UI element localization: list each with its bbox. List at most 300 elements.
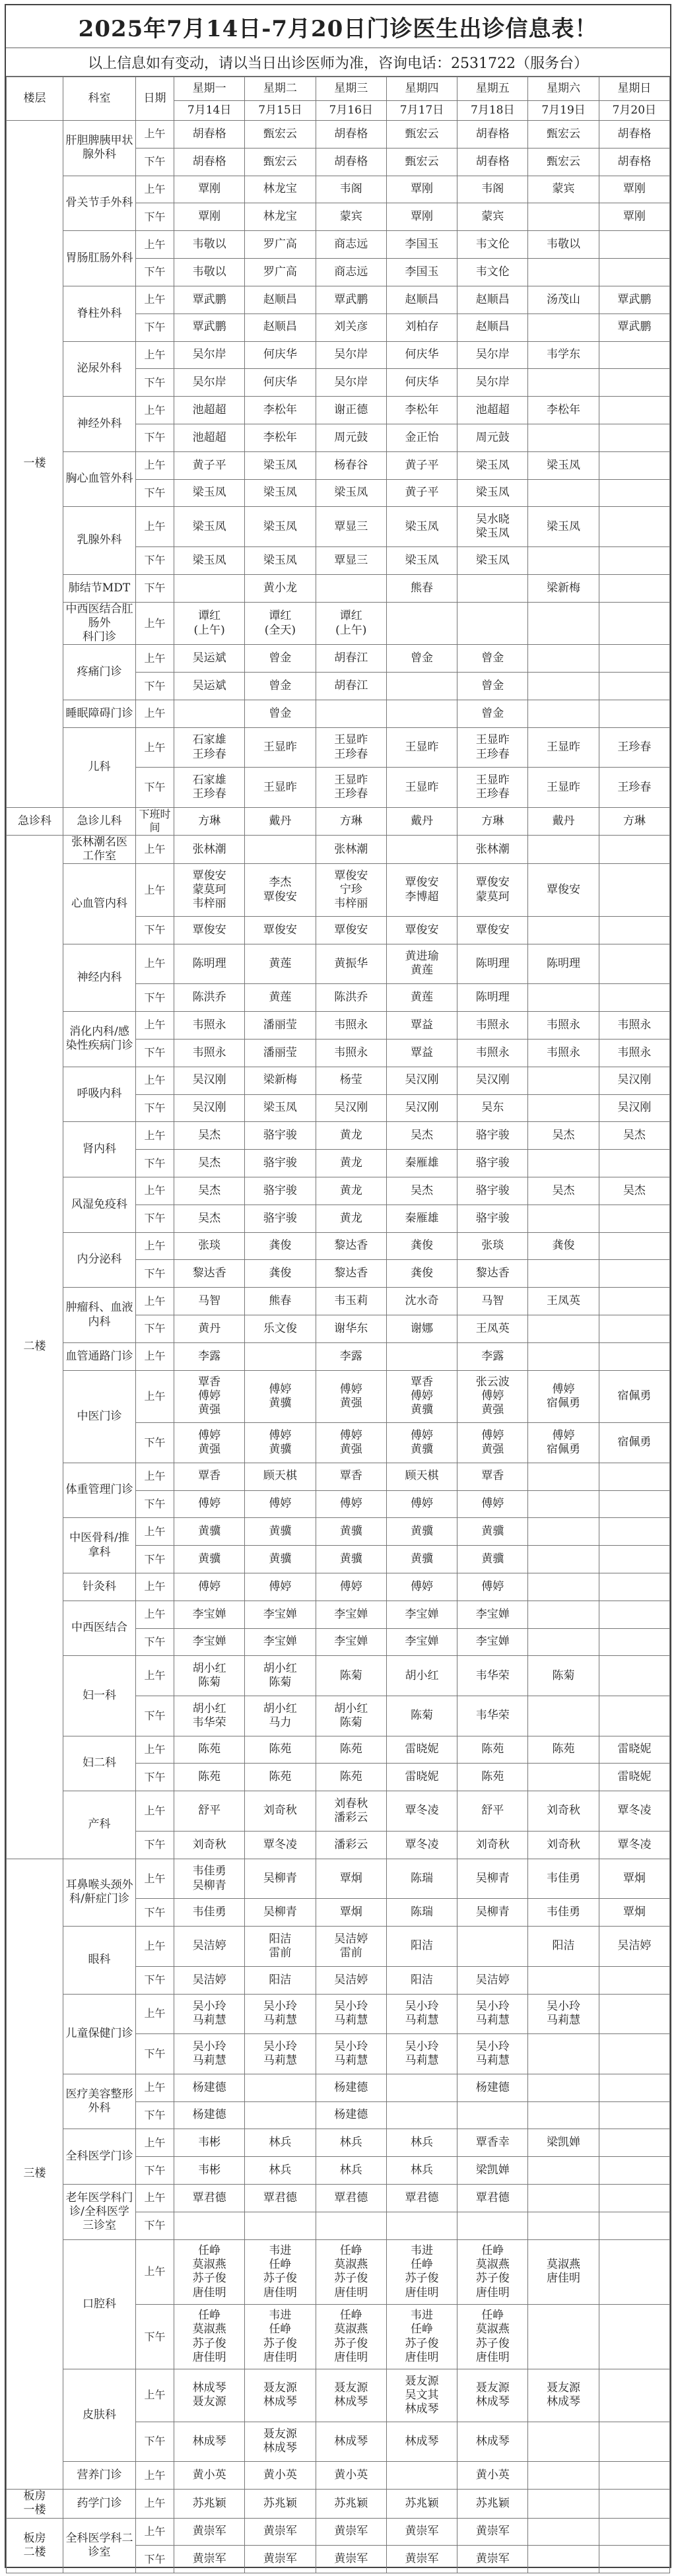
doctor-cell: 胡小红 (386, 1656, 457, 1696)
doctor-cell: 曾金 (386, 645, 457, 673)
header-date-cell: 7月16日 (316, 101, 386, 121)
session-time: 下午 (136, 1696, 174, 1736)
doctor-cell: 骆宇骏 (457, 1122, 528, 1150)
doctor-cell (528, 2462, 599, 2490)
doctor-cell: 黄子平 (386, 451, 457, 479)
doctor-cell: 覃香 (457, 1463, 528, 1490)
doctor-cell: 韦佳勇 吴柳青 (174, 1859, 245, 1899)
doctor-cell (599, 864, 669, 916)
doctor-cell: 黄骥 (174, 1546, 245, 1573)
doctor-cell: 韦照永 (457, 1039, 528, 1067)
floor-label: 急诊科 (7, 808, 63, 836)
doctor-cell: 韦彬 (174, 2129, 245, 2157)
doctor-cell: 秦雁雄 (386, 1205, 457, 1232)
doctor-cell: 覃俊安 (457, 916, 528, 944)
doctor-cell: 傅婷 (386, 1490, 457, 1518)
floor-label: 板房 一楼 (7, 2490, 63, 2519)
doctor-cell: 覃刚 (599, 203, 669, 231)
doctor-cell: 黄骥 (245, 1546, 316, 1573)
doctor-cell: 陈苑 (457, 1736, 528, 1764)
doctor-cell: 聂友源 林成琴 (457, 2369, 528, 2422)
doctor-cell: 吴尔岸 (174, 369, 245, 397)
doctor-cell (528, 2546, 599, 2573)
doctor-cell: 黄子平 (386, 479, 457, 507)
doctor-cell (599, 507, 669, 547)
doctor-cell (528, 1342, 599, 1370)
session-time: 下午 (136, 574, 174, 602)
doctor-cell: 赵顺昌 (245, 314, 316, 341)
doctor-cell: 聂友源 林成琴 (316, 2369, 386, 2422)
session-time: 上午 (136, 1859, 174, 1899)
doctor-cell: 乐文俊 (245, 1315, 316, 1343)
doctor-cell: 陈明理 (528, 944, 599, 984)
doctor-cell: 刘关彦 (316, 314, 386, 341)
doctor-cell: 赵顺昌 (457, 314, 528, 341)
doctor-cell (528, 1696, 599, 1736)
doctor-cell: 覃冬凌 (386, 1791, 457, 1832)
doctor-cell: 梁玉凤 (245, 479, 316, 507)
doctor-cell: 傅婷 (245, 1573, 316, 1601)
doctor-cell: 黄骥 (386, 1518, 457, 1546)
doctor-cell: 王显昨 王珍春 (316, 727, 386, 768)
doctor-cell (599, 1205, 669, 1232)
doctor-cell: 陈明理 (457, 984, 528, 1012)
doctor-cell (457, 574, 528, 602)
doctor-cell (599, 2101, 669, 2129)
doctor-cell: 梁玉凤 (386, 507, 457, 547)
doctor-cell: 谢华东 (316, 1315, 386, 1343)
table-row (7, 1012, 670, 1040)
table-row (7, 2074, 670, 2101)
doctor-cell: 甄宏云 (386, 121, 457, 149)
doctor-cell (174, 2212, 245, 2239)
doctor-cell: 林成琴 (386, 2422, 457, 2462)
doctor-cell: 黄莲 (386, 984, 457, 1012)
doctor-cell (599, 2239, 669, 2304)
session-time: 下午 (136, 2212, 174, 2239)
doctor-cell: 王显昨 (528, 727, 599, 768)
session-time: 上午 (136, 700, 174, 728)
table-row (7, 1859, 670, 1899)
doctor-cell: 吴杰 (386, 1122, 457, 1150)
doctor-cell: 池超超 (174, 397, 245, 424)
session-time: 下午 (136, 2546, 174, 2573)
doctor-cell (528, 1260, 599, 1288)
table-row (7, 1067, 670, 1094)
table-row (7, 341, 670, 369)
department-label: 骨关节手外科 (63, 176, 136, 231)
doctor-cell (599, 673, 669, 700)
doctor-cell (386, 673, 457, 700)
doctor-cell: 聂友源 林成琴 (245, 2422, 316, 2462)
doctor-cell: 黄崇军 (316, 2518, 386, 2546)
session-time: 上午 (136, 645, 174, 673)
doctor-cell: 李松年 (245, 397, 316, 424)
doctor-cell (457, 2212, 528, 2239)
doctor-cell: 杨建德 (174, 2101, 245, 2129)
doctor-cell: 黄龙 (316, 1122, 386, 1150)
table-row (7, 574, 670, 602)
doctor-cell (599, 1463, 669, 1490)
doctor-cell: 韦敬以 (174, 259, 245, 286)
doctor-cell: 雷晓妮 (386, 1764, 457, 1791)
doctor-cell: 沈水奇 (386, 1288, 457, 1315)
doctor-cell (528, 369, 599, 397)
session-time: 下午 (136, 1831, 174, 1859)
doctor-cell: 陈菊 (316, 1656, 386, 1696)
session-time: 下午 (136, 547, 174, 575)
doctor-cell: 吴洁婷 (174, 1927, 245, 1967)
doctor-cell (316, 574, 386, 602)
doctor-cell: 林龙宝 (245, 176, 316, 203)
doctor-cell (599, 2546, 669, 2573)
doctor-cell (599, 2185, 669, 2212)
doctor-cell (528, 700, 599, 728)
doctor-cell: 曾金 (457, 645, 528, 673)
doctor-cell: 张云波 傅婷 黄强 (457, 1370, 528, 1422)
doctor-cell: 骆宇骏 (245, 1205, 316, 1232)
doctor-cell: 黎达香 (316, 1260, 386, 1288)
doctor-cell: 韦照永 (528, 1012, 599, 1040)
department-label: 风湿免疫科 (63, 1177, 136, 1232)
table-row (7, 2185, 670, 2212)
doctor-cell: 傅婷 黄强 (174, 1423, 245, 1463)
table-row (7, 1736, 670, 1764)
header-weekday: 星期三 (316, 77, 386, 101)
doctor-cell: 曾金 (457, 673, 528, 700)
doctor-cell (599, 1518, 669, 1546)
doctor-cell: 骆宇骏 (457, 1150, 528, 1177)
department-label: 老年医学科门 诊/全科医学 三诊室 (63, 2185, 136, 2240)
doctor-cell: 李杰 覃俊安 (245, 864, 316, 916)
session-time: 下午 (136, 2034, 174, 2074)
doctor-cell (599, 341, 669, 369)
doctor-cell: 梁凯婵 (528, 2129, 599, 2157)
doctor-cell: 王显昨 (386, 727, 457, 768)
doctor-cell: 吴洁婷 (457, 1966, 528, 1994)
doctor-cell: 何庆华 (245, 341, 316, 369)
doctor-cell: 吴汉刚 (386, 1067, 457, 1094)
doctor-cell: 覃武鹏 (599, 314, 669, 341)
doctor-cell: 陈明理 (457, 944, 528, 984)
department-label: 神经外科 (63, 397, 136, 452)
department-label: 针灸科 (63, 1573, 136, 1601)
doctor-cell: 宿佩勇 (599, 1370, 669, 1422)
session-time: 下午 (136, 1094, 174, 1122)
session-time: 上午 (136, 1736, 174, 1764)
schedule-table (6, 77, 670, 2573)
doctor-cell: 韦进 任峥 苏子俊 唐佳明 (245, 2304, 316, 2369)
doctor-cell: 黄骥 (316, 1546, 386, 1573)
doctor-cell: 刘奇秋 (528, 1791, 599, 1832)
doctor-cell: 覃俊安 (316, 916, 386, 944)
doctor-cell: 蒙宾 (528, 176, 599, 203)
doctor-cell (245, 1342, 316, 1370)
doctor-cell (386, 2074, 457, 2101)
doctor-cell: 王珍春 (599, 727, 669, 768)
table-row (7, 507, 670, 547)
doctor-cell: 黎达香 (316, 1232, 386, 1260)
table-row (7, 2129, 670, 2157)
session-time: 上午 (136, 121, 174, 149)
department-label: 妇一科 (63, 1656, 136, 1736)
header-date: 日期 (136, 77, 174, 121)
doctor-cell: 吴小玲 马莉慧 (316, 2034, 386, 2074)
doctor-cell: 傅婷 (174, 1573, 245, 1601)
doctor-cell: 吴杰 (174, 1205, 245, 1232)
doctor-cell: 吴小玲 马莉慧 (528, 1994, 599, 2034)
doctor-cell: 刘奇秋 (245, 1791, 316, 1832)
session-time: 上午 (136, 602, 174, 645)
department-label: 内分泌科 (63, 1232, 136, 1288)
doctor-cell: 张林潮 (457, 835, 528, 864)
doctor-cell: 潘丽莹 (245, 1039, 316, 1067)
doctor-cell: 吴小玲 马莉慧 (174, 2034, 245, 2074)
doctor-cell: 李宝婵 (386, 1601, 457, 1628)
doctor-cell: 林兵 (245, 2129, 316, 2157)
doctor-cell: 林成琴 (316, 2422, 386, 2462)
doctor-cell: 林兵 (316, 2129, 386, 2157)
doctor-cell: 吴尔岸 (457, 341, 528, 369)
session-time: 下午 (136, 1150, 174, 1177)
doctor-cell: 林兵 (316, 2157, 386, 2185)
doctor-cell: 顾天棋 (386, 1463, 457, 1490)
doctor-cell (599, 2369, 669, 2422)
department-label: 张林潮名医 工作室 (63, 835, 136, 864)
doctor-cell: 覃刚 (386, 176, 457, 203)
doctor-cell: 吴汉刚 (599, 1094, 669, 1122)
doctor-cell: 王显昨 (245, 727, 316, 768)
doctor-cell: 覃刚 (599, 176, 669, 203)
doctor-cell: 吴汉刚 (316, 1094, 386, 1122)
doctor-cell: 曾金 (457, 700, 528, 728)
doctor-cell: 吴小玲 马莉慧 (386, 1994, 457, 2034)
doctor-cell: 何庆华 (386, 369, 457, 397)
doctor-cell: 覃炯 (316, 1859, 386, 1899)
session-time: 下午 (136, 1315, 174, 1343)
table-row (7, 2239, 670, 2304)
doctor-cell: 韦华荣 (457, 1696, 528, 1736)
doctor-cell (316, 700, 386, 728)
doctor-cell: 陈苑 (457, 1764, 528, 1791)
doctor-cell: 吴柳青 (457, 1859, 528, 1899)
doctor-cell: 蒙宾 (316, 203, 386, 231)
doctor-cell: 张琰 (457, 1232, 528, 1260)
doctor-cell (528, 203, 599, 231)
department-label: 中西医结合 (63, 1601, 136, 1656)
session-time: 下午 (136, 369, 174, 397)
doctor-cell: 黄振华 (316, 944, 386, 984)
doctor-cell: 胡春江 (316, 673, 386, 700)
doctor-cell (599, 479, 669, 507)
doctor-cell (174, 574, 245, 602)
department-label: 皮肤科 (63, 2369, 136, 2462)
session-time: 下午 (136, 1260, 174, 1288)
doctor-cell (528, 1463, 599, 1490)
doctor-cell: 骆宇骏 (245, 1150, 316, 1177)
department-label: 肺结节MDT (63, 574, 136, 602)
doctor-cell (599, 1546, 669, 1573)
department-label: 血管通路门诊 (63, 1342, 136, 1370)
doctor-cell: 吴杰 (528, 1177, 599, 1205)
doctor-cell: 刘奇秋 (457, 1831, 528, 1859)
doctor-cell: 李露 (174, 1342, 245, 1370)
session-time: 下午 (136, 916, 174, 944)
doctor-cell: 陈瑞 (386, 1899, 457, 1927)
table-row (7, 1601, 670, 1628)
doctor-cell (528, 2212, 599, 2239)
doctor-cell: 陈苑 (316, 1736, 386, 1764)
doctor-cell: 梁玉凤 (528, 507, 599, 547)
session-time: 上午 (136, 1463, 174, 1490)
session-time: 下午 (136, 424, 174, 451)
session-time: 下午 (136, 1628, 174, 1656)
doctor-cell: 梁玉凤 (245, 1094, 316, 1122)
doctor-cell: 商志远 (316, 231, 386, 259)
doctor-cell: 方琳 (174, 808, 245, 836)
doctor-cell: 李宝婵 (245, 1601, 316, 1628)
doctor-cell: 覃炯 (599, 1859, 669, 1899)
doctor-cell: 黄小英 (174, 2462, 245, 2490)
doctor-cell: 陈瑞 (386, 1859, 457, 1899)
doctor-cell: 黄崇军 (316, 2546, 386, 2573)
doctor-cell: 覃炯 (599, 1899, 669, 1927)
doctor-cell: 黄骥 (386, 1546, 457, 1573)
doctor-cell (174, 700, 245, 728)
doctor-cell: 熊春 (386, 574, 457, 602)
session-time: 上午 (136, 864, 174, 916)
doctor-cell: 任峥 莫淑燕 苏子俊 唐佳明 (316, 2239, 386, 2304)
doctor-cell: 潘丽莹 (245, 1012, 316, 1040)
doctor-cell: 任峥 莫淑燕 苏子俊 唐佳明 (316, 2304, 386, 2369)
doctor-cell: 龚俊 (386, 1260, 457, 1288)
department-label: 体重管理门诊 (63, 1463, 136, 1518)
doctor-cell (528, 1966, 599, 1994)
session-time: 上午 (136, 1927, 174, 1967)
doctor-cell (528, 1601, 599, 1628)
doctor-cell (599, 1656, 669, 1696)
table-row (7, 1177, 670, 1205)
doctor-cell: 覃君德 (457, 2185, 528, 2212)
doctor-cell (599, 916, 669, 944)
doctor-cell: 李宝婵 (316, 1601, 386, 1628)
doctor-cell: 覃君德 (316, 2185, 386, 2212)
doctor-cell: 吴小玲 马莉慧 (457, 1994, 528, 2034)
doctor-cell: 吴杰 (174, 1150, 245, 1177)
table-row (7, 1288, 670, 1315)
doctor-cell (528, 1628, 599, 1656)
doctor-cell: 傅婷 (457, 1490, 528, 1518)
doctor-cell: 吴尔岸 (457, 369, 528, 397)
doctor-cell (528, 2101, 599, 2129)
doctor-cell: 甄宏云 (245, 148, 316, 176)
doctor-cell: 甄宏云 (528, 121, 599, 149)
doctor-cell (599, 1628, 669, 1656)
session-time: 下午 (136, 1039, 174, 1067)
doctor-cell: 黄小龙 (245, 574, 316, 602)
doctor-cell: 韦彬 (174, 2157, 245, 2185)
department-label: 妇二科 (63, 1736, 136, 1791)
doctor-cell: 吴杰 (174, 1177, 245, 1205)
doctor-cell: 池超超 (174, 424, 245, 451)
doctor-cell (528, 314, 599, 341)
header-floor: 楼层 (7, 77, 63, 121)
table-row (7, 1791, 670, 1832)
doctor-cell (245, 2101, 316, 2129)
doctor-cell: 李露 (457, 1342, 528, 1370)
header-weekday: 星期一 (174, 77, 245, 101)
doctor-cell: 吴小玲 马莉慧 (316, 1994, 386, 2034)
doctor-cell: 王显昨 (528, 768, 599, 808)
doctor-cell (599, 1232, 669, 1260)
doctor-cell: 胡春格 (457, 121, 528, 149)
doctor-cell: 罗广高 (245, 259, 316, 286)
doctor-cell: 吴汉刚 (174, 1094, 245, 1122)
doctor-cell: 陈洪乔 (316, 984, 386, 1012)
department-label: 肿瘤科、血液 内科 (63, 1288, 136, 1343)
doctor-cell: 龚俊 (386, 1232, 457, 1260)
doctor-cell: 任峥 莫淑燕 苏子俊 唐佳明 (174, 2304, 245, 2369)
doctor-cell: 吴小玲 马莉慧 (457, 2034, 528, 2074)
doctor-cell: 李宝婵 (386, 1628, 457, 1656)
doctor-cell: 林成琴 (174, 2422, 245, 2462)
doctor-cell: 王珍春 (599, 768, 669, 808)
doctor-cell (528, 2490, 599, 2519)
doctor-cell: 覃益 (386, 1039, 457, 1067)
doctor-cell (599, 2212, 669, 2239)
doctor-cell (599, 984, 669, 1012)
session-time: 下午 (136, 259, 174, 286)
doctor-cell: 聂友源 吴文其 林成琴 (386, 2369, 457, 2422)
session-time: 下午 (136, 1764, 174, 1791)
session-time: 上午 (136, 2185, 174, 2212)
doctor-cell: 李宝婵 (174, 1601, 245, 1628)
doctor-cell: 黄崇军 (386, 2546, 457, 2573)
doctor-cell: 梁玉凤 (245, 451, 316, 479)
doctor-cell: 杨莹 (316, 1067, 386, 1094)
doctor-cell: 王凤英 (528, 1288, 599, 1315)
doctor-cell: 覃武鹏 (174, 286, 245, 314)
doctor-cell (386, 700, 457, 728)
department-label: 中医骨科/推 拿科 (63, 1518, 136, 1573)
session-time: 上午 (136, 341, 174, 369)
doctor-cell: 覃武鹏 (174, 314, 245, 341)
doctor-cell (599, 1966, 669, 1994)
doctor-cell: 覃刚 (386, 203, 457, 231)
department-label: 营养门诊 (63, 2462, 136, 2490)
doctor-cell: 黄骥 (245, 1518, 316, 1546)
doctor-cell: 傅婷 黄强 (316, 1423, 386, 1463)
table-row (7, 397, 670, 424)
doctor-cell: 林兵 (386, 2129, 457, 2157)
doctor-cell: 黄骥 (316, 1518, 386, 1546)
doctor-cell: 曾金 (245, 673, 316, 700)
doctor-cell: 陈菊 (528, 1656, 599, 1696)
doctor-cell: 林兵 (386, 2157, 457, 2185)
doctor-cell: 黄龙 (316, 1205, 386, 1232)
doctor-cell: 李宝婵 (457, 1601, 528, 1628)
doctor-cell (457, 2101, 528, 2129)
department-label: 胃肠肛肠外科 (63, 231, 136, 286)
doctor-cell: 黄崇军 (174, 2546, 245, 2573)
doctor-cell: 李宝婵 (174, 1628, 245, 1656)
header-date-cell: 7月17日 (386, 101, 457, 121)
doctor-cell: 覃俊安 宁珍 韦梓丽 (316, 864, 386, 916)
table-row (7, 1232, 670, 1260)
doctor-cell: 傅婷 (316, 1573, 386, 1601)
table-row (7, 602, 670, 645)
doctor-cell: 赵顺昌 (245, 286, 316, 314)
